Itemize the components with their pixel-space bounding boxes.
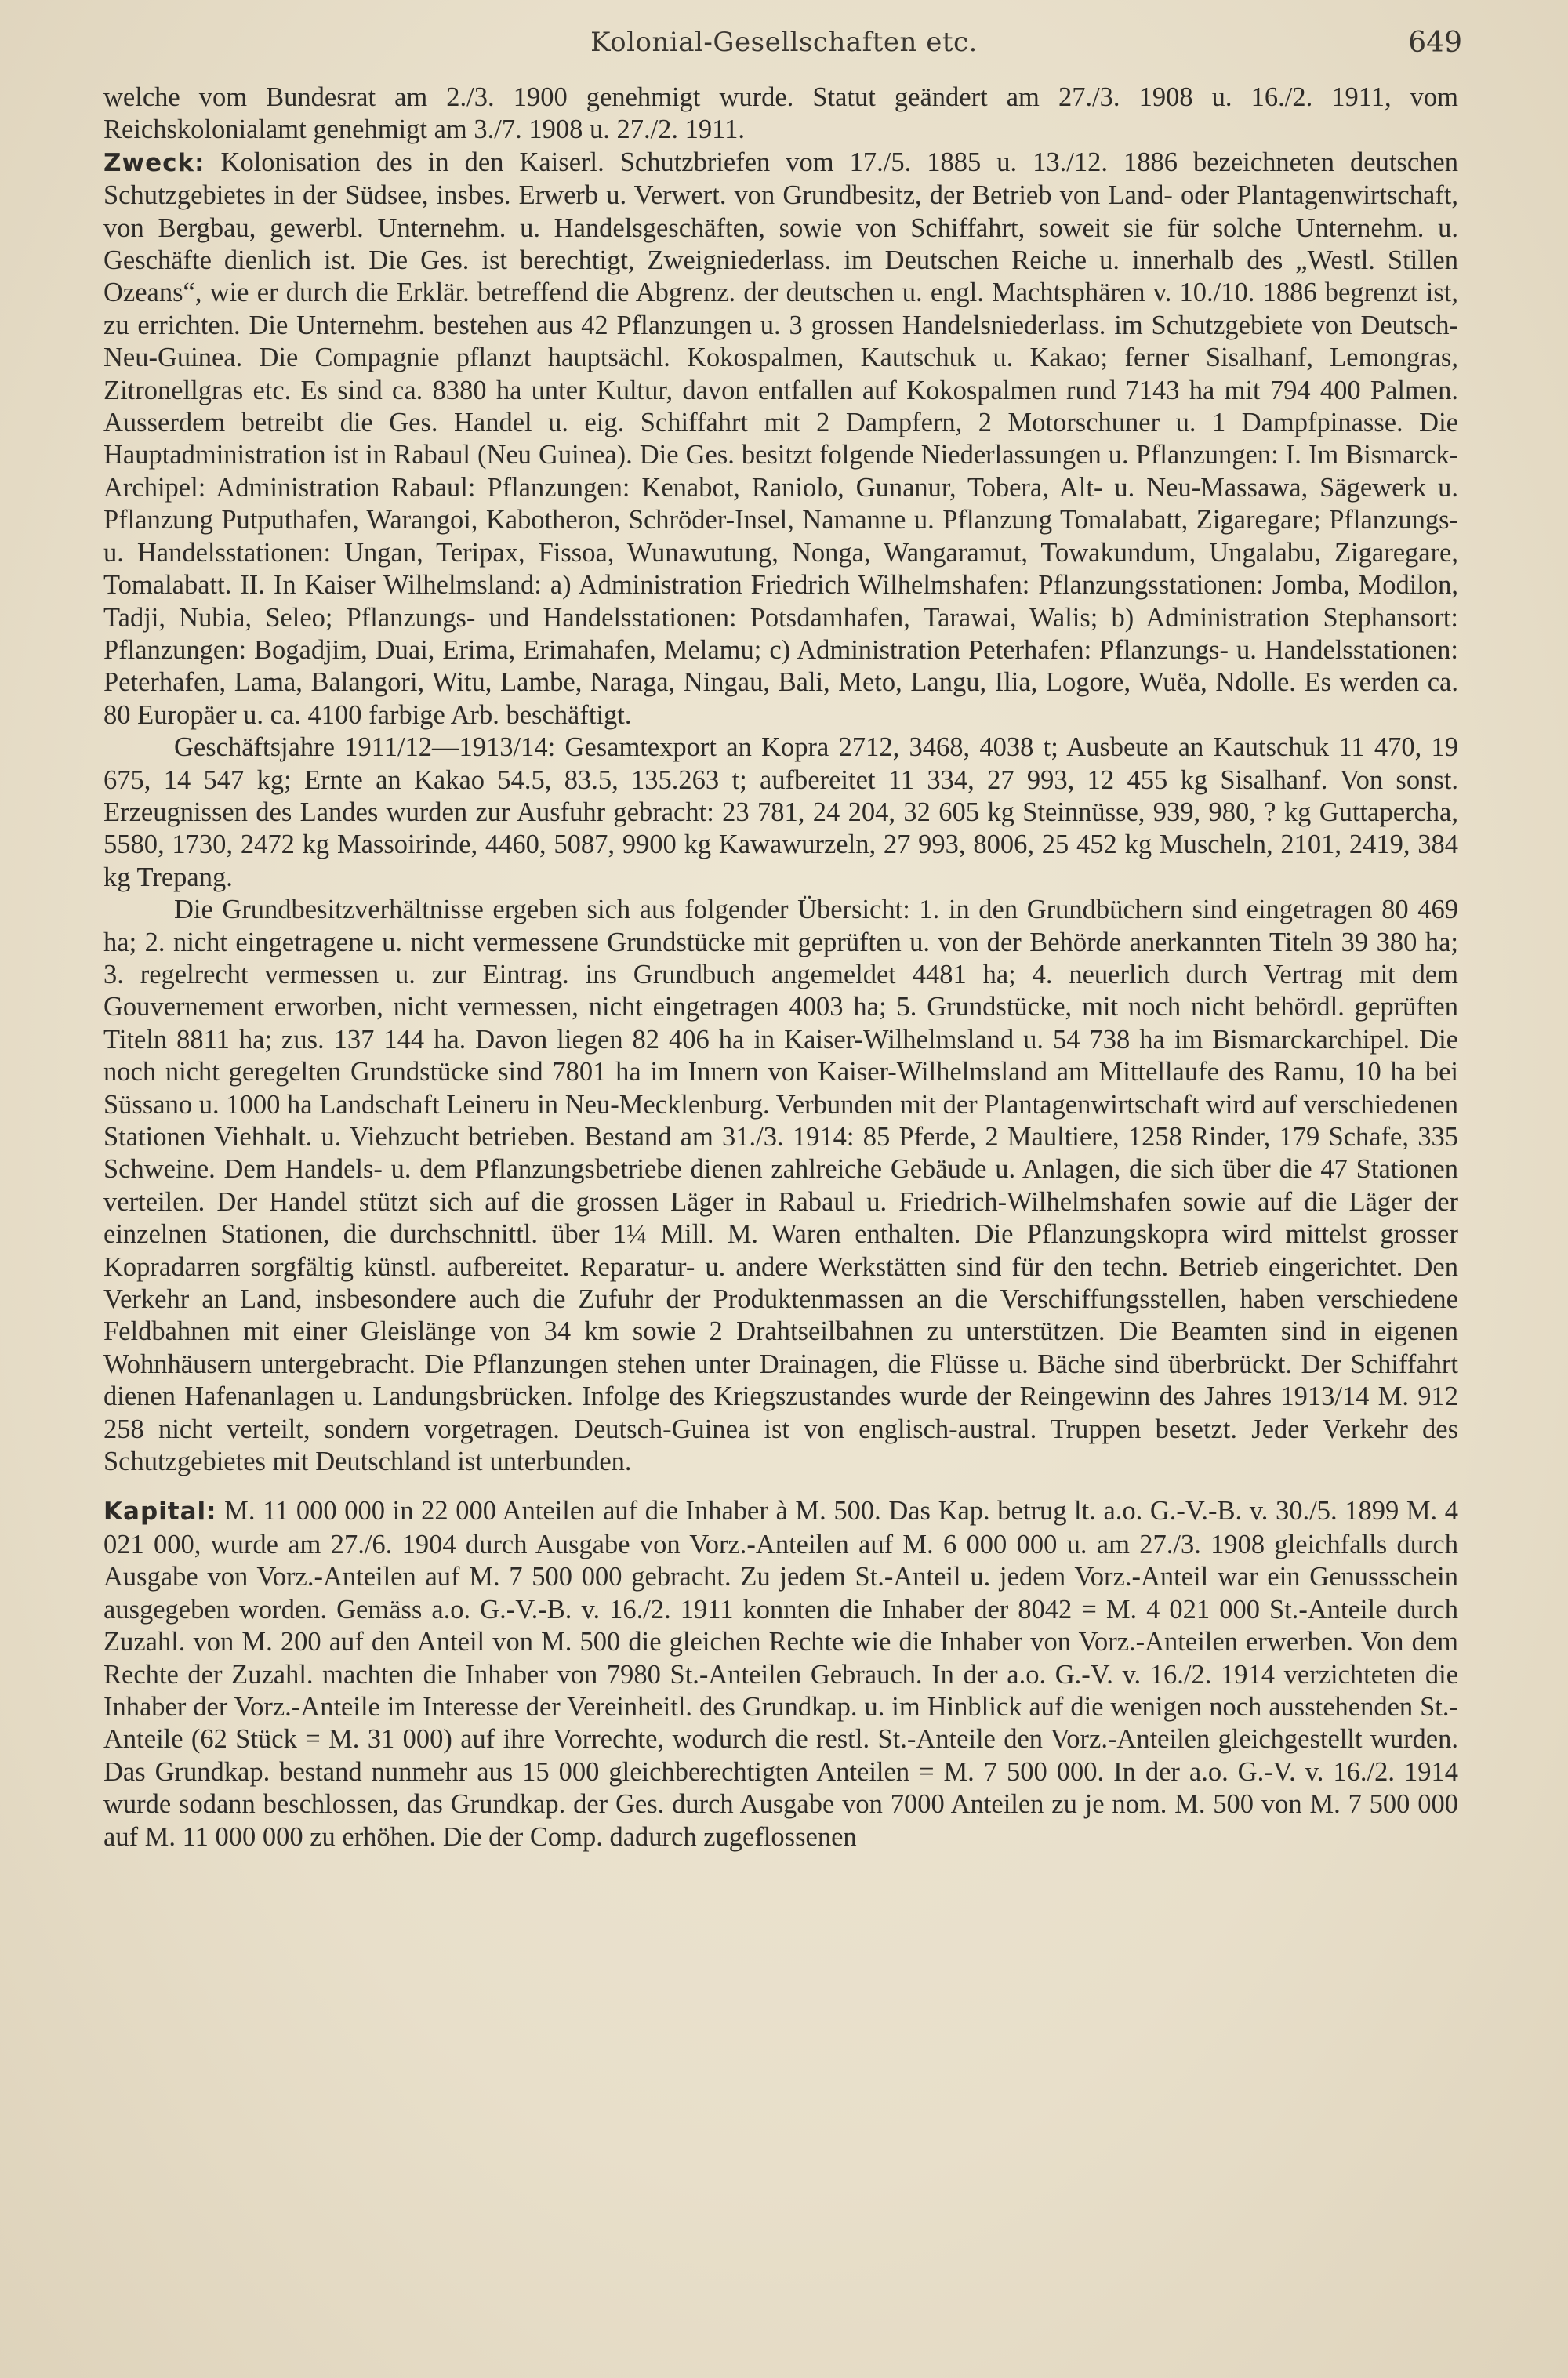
paragraph-statute [103, 82, 1458, 147]
paragraph-capital [103, 1495, 1458, 1853]
paragraph-purpose [103, 147, 1458, 732]
page-number: 649 [1408, 27, 1462, 59]
paragraph-text: Die Grundbesitzverhältnisse ergeben sich aus folgender Übersicht: 1. in den Grundbüchern sind eingetragen 80 469 ha; 2. nicht eingetragene u. nicht vermessene Grundstücke mit geprüften u. von der Behörde anerkannten Titeln 39 380 ha; 3. regelrecht vermessen u. zur Eintrag. ins Grundbuch angemeldet 4481 ha; 4. neuerlich durch Vertrag mit dem Gouvernement erworben, nicht vermessen, nicht eingetragen 4003 ha; 5. Grundstücke, mit noch nicht behördl. geprüften Titeln 8811 ha; zus. 137 144 ha. Davon liegen 82 406 ha in Kaiser-Wilhelmsland u. 54 738 ha im Bismarckarchipel. Die noch nicht geregelten Grundstücke sind 7801 ha im Innern von Kaiser-Wilhelmsland am Mittellaufe des Ramu, 10 ha bei Süssano u. 1000 ha Landschaft Leineru in Neu-Mecklenburg. Verbunden mit der Plantagenwirtschaft wird auf verschiedenen Stationen Viehhalt. u. Viehzucht betrieben. Bestand am 31./3. 1914: 85 Pferde, 2 Maultiere, 1258 Rinder, 179 Schafe, 335 Schweine. Dem Handels- u. dem Pflanzungsbetriebe dienen zahlreiche Gebäude u. Anlagen, die sich über die 47 Stationen verteilen. Der Handel stützt sich auf die grossen Läger in Rabaul u. Friedrich-Wilhelmshafen sowie auf die Läger der einzelnen Stationen, die durchschnittl. über 1¼ Mill. M. Waren enthalten. Die Pflanzungskopra wird mittelst grosser Kopradarren sorgfältig künstl. aufbereitet. Reparatur- u. andere Werkstätten sind für den techn. Betrieb eingerichtet. Den Verkehr an Land, insbesondere auch die Zufuhr der Produktenmassen an die Verschiffungsstellen, haben verschiedene Feldbahnen mit einer Gleislänge von 34 km sowie 2 Drahtseilbahnen zu unterstützen. Die Beamten sind in eigenen Wohnhäusern untergebracht. Die Pflanzungen stehen unter Drainagen, die Flüsse u. Bäche sind überbrückt. Der Schiffahrt dienen Hafenanlagen u. Landungsbrücken. Infolge des Kriegszustandes wurde der Reingewinn des Jahres 1913/14 M. 912 258 nicht verteilt, sondern vorgetragen. Deutsch-Guinea ist von englisch-austral. Truppen besetzt. Jeder Verkehr des Schutzgebietes mit Deutschland ist unterbunden. [103, 895, 1458, 1477]
paragraph-lead: Kapital: [103, 1498, 217, 1527]
paragraph-fiscal-years [103, 732, 1458, 894]
running-head: Kolonial-Gesellschaften etc. [590, 27, 978, 58]
paragraph-landholdings [103, 894, 1458, 1478]
paragraph-text: M. 11 000 000 in 22 000 Anteilen auf die Inhaber à M. 500. Das Kap. betrug lt. a.o. G.-V.-B. v. 30./5. 1899 M. 4 021 000, wurde am 27./6. 1904 durch Ausgabe von Vorz.-Anteilen auf M. 6 000 000 u. am 27./3. 1908 gleichfalls durch Ausgabe von Vorz.-Anteilen auf M. 7 500 000 gebracht. Zu jedem St.-Anteil u. jedem Vorz.-Anteil war ein Genussschein ausgegeben worden. Gemäss a.o. G.-V.-B. v. 16./2. 1911 konnten die Inhaber der 8042 = M. 4 021 000 St.-Anteile durch Zuzahl. von M. 200 auf den Anteil von M. 500 die gleichen Rechte wie die Inhaber von Vorz.-Anteilen erwerben. Von dem Rechte der Zuzahl. machten die Inhaber von 7980 St.-Anteilen Gebrauch. In der a.o. G.-V. v. 16./2. 1914 verzichteten die Inhaber der Vorz.-Anteile im Interesse der Vereinheitl. des Grundkap. u. im Hinblick auf die wenigen noch ausstehenden St.-Anteile (62 Stück = M. 31 000) auf ihre Vorrechte, wodurch die restl. St.-Anteile den Vorz.-Anteilen gleichgestellt wurden. Das Grundkap. bestand nunmehr aus 15 000 gleichberechtigten Anteilen = M. 7 500 000. In der a.o. G.-V. v. 16./2. 1914 wurde sodann beschlossen, das Grundkap. der Ges. durch Ausgabe von 7000 Anteilen zu je nom. M. 500 von M. 7 500 000 auf M. 11 000 000 zu erhöhen. Die der Comp. dadurch zugeflossenen [103, 1496, 1458, 1852]
paragraph-lead: Zweck: [103, 148, 205, 177]
body-text [103, 82, 1458, 1853]
paragraph-text: Kolonisation des in den Kaiserl. Schutzbriefen vom 17./5. 1885 u. 13./12. 1886 bezeichneten deutschen Schutzgebietes in der Südsee, insbes. Erwerb u. Verwert. von Grundbesitz, der Betrieb von Land- oder Plantagenwirtschaft, von Bergbau, gewerbl. Unternehm. u. Handelsgeschäften, sowie von Schiffahrt, soweit sie für solche Unternehm. u. Geschäfte dienlich ist. Die Ges. ist berechtigt, Zweigniederlass. im Deutschen Reiche u. innerhalb des „Westl. Stillen Ozeans“, wie er durch die Erklär. betreffend die Abgrenz. der deutschen u. engl. Machtsphären v. 10./10. 1886 begrenzt ist, zu errichten. Die Unternehm. bestehen aus 42 Pflanzungen u. 3 grossen Handelsniederlass. im Schutzgebiete von Deutsch-Neu-Guinea. Die Compagnie pflanzt hauptsächl. Kokospalmen, Kautschuk u. Kakao; ferner Sisalhanf, Lemongras, Zitronellgras etc. Es sind ca. 8380 ha unter Kultur, davon entfallen auf Kokospalmen rund 7143 ha mit 794 400 Palmen. Ausserdem betreibt die Ges. Handel u. eig. Schiffahrt mit 2 Dampfern, 2 Motorschuner u. 1 Dampfpinasse. Die Hauptadministration ist in Rabaul (Neu Guinea). Die Ges. besitzt folgende Niederlassungen u. Pflanzungen: I. Im Bismarck-Archipel: Administration Rabaul: Pflanzungen: Kenabot, Raniolo, Gunanur, Tobera, Alt- u. Neu-Massawa, Sägewerk u. Pflanzung Putputhafen, Warangoi, Kabotheron, Schröder-Insel, Namanne u. Pflanzung Tomalabatt, Zigaregare; Pflanzungs- u. Handelsstationen: Ungan, Teripax, Fissoa, Wunawutung, Nonga, Wangaramut, Towakundum, Ungalabu, Zigaregare, Tomalabatt. II. In Kaiser Wilhelmsland: a) Administration Friedrich Wilhelmshafen: Pflanzungsstationen: Jomba, Modilon, Tadji, Nubia, Seleo; Pflanzungs- und Handelsstationen: Potsdamhafen, Tarawai, Walis; b) Administration Stephansort: Pflanzungen: Bogadjim, Duai, Erima, Erimahafen, Melamu; c) Administration Peterhafen: Pflanzungs- u. Handelsstationen: Peterhafen, Lama, Balangori, Witu, Lambe, Naraga, Ningau, Bali, Meto, Langu, Ilia, Logore, Wuëa, Ndolle. Es werden ca. 80 Europäer u. ca. 4100 farbige Arb. beschäftigt. [103, 147, 1458, 730]
paragraph-text: Geschäftsjahre 1911/12—1913/14: Gesamtexport an Kopra 2712, 3468, 4038 t; Ausbeute an Kautschuk 11 470, 19 675, 14 547 kg; Ernte an Kakao 54.5, 83.5, 135.263 t; aufbereitet 11 334, 27 993, 12 455 kg Sisalhanf. Von sonst. Erzeugnissen des Landes wurden zur Ausfuhr gebracht: 23 781, 24 204, 32 605 kg Steinnüsse, 939, 980, ? kg Guttapercha, 5580, 1730, 2472 kg Massoirinde, 4460, 5087, 9900 kg Kawawurzeln, 27 993, 8006, 25 452 kg Muscheln, 2101, 2419, 384 kg Trepang. [103, 732, 1458, 892]
page-header [106, 27, 1462, 74]
paragraph-text: welche vom Bundesrat am 2./3. 1900 genehmigt wurde. Statut geändert am 27./3. 1908 u. 16./2. 1911, vom Reichskolonialamt genehmigt am 3./7. 1908 u. 27./2. 1911. [103, 82, 1458, 145]
